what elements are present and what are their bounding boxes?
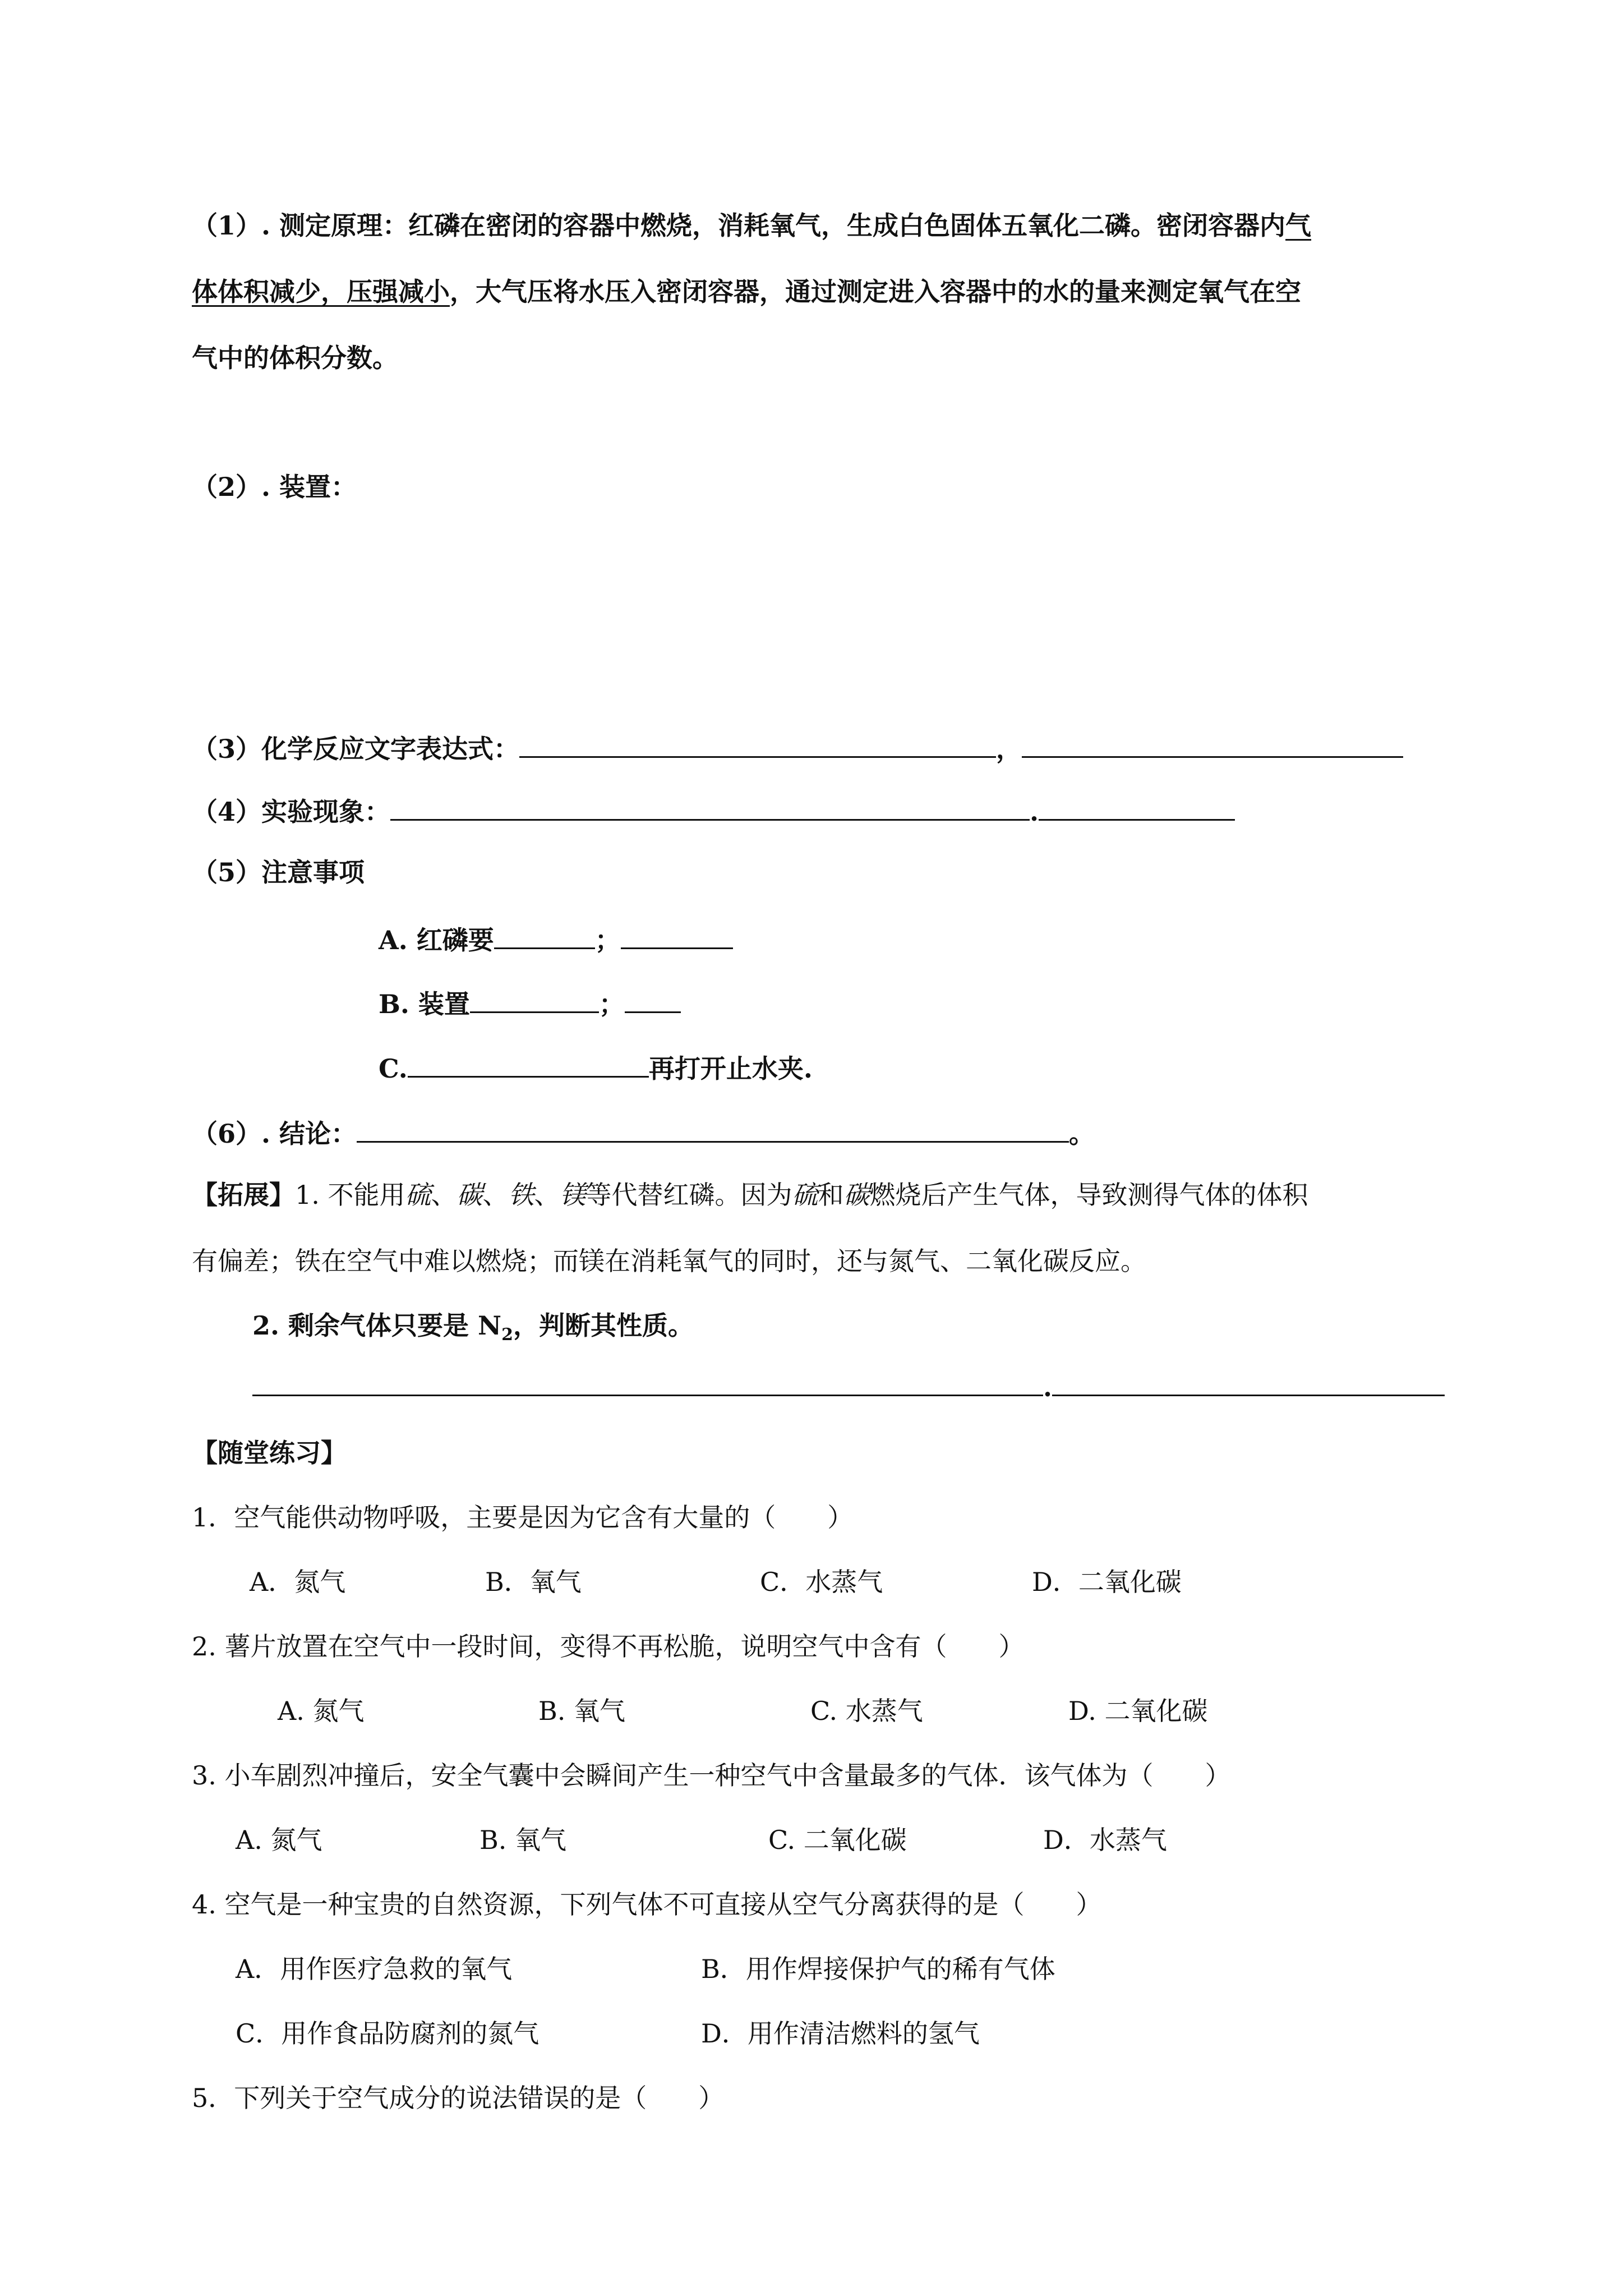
- option-text: B．用作焊接保护气的稀有气体: [701, 1954, 1055, 1984]
- option-text: A. 氮气: [278, 1696, 365, 1726]
- principle-underlined-text: 气: [1285, 210, 1312, 241]
- q3-option-c[interactable]: [768, 1823, 907, 1857]
- apparatus-label: （2）. 装置：: [192, 472, 357, 502]
- extension-blank-2[interactable]: [1052, 1369, 1445, 1396]
- note-b-label: B. 装置: [379, 989, 470, 1019]
- note-a: [379, 922, 733, 957]
- extension-element-carbon: 碳: [457, 1180, 483, 1210]
- q2-option-a[interactable]: [278, 1694, 364, 1728]
- extension-line-3: [252, 1309, 694, 1352]
- extension-element-sulfur: 硫: [792, 1180, 818, 1210]
- phenomenon-line: [192, 793, 1235, 829]
- extension-separator: 、: [431, 1180, 457, 1210]
- extension-period: .: [1043, 1372, 1053, 1402]
- extension-element-magnesium: 镁: [560, 1180, 586, 1210]
- q1-option-b[interactable]: [485, 1565, 582, 1599]
- note-a-separator: ；: [594, 925, 621, 955]
- phenomenon-blank-2[interactable]: [1039, 793, 1235, 821]
- extension-text: ，判断其性质。: [513, 1310, 694, 1341]
- option-text: C. 水蒸气: [810, 1696, 923, 1726]
- question-4: [192, 1888, 1102, 1921]
- note-c-blank[interactable]: [408, 1050, 649, 1078]
- option-text: D．用作清洁燃料的氢气: [701, 2018, 980, 2049]
- extension-element-iron: 铁: [508, 1180, 534, 1210]
- note-c: [379, 1050, 813, 1085]
- extension-separator: 、: [534, 1180, 560, 1210]
- option-text: D．二氧化碳: [1032, 1567, 1182, 1597]
- option-text: B. 氧气: [538, 1696, 626, 1726]
- option-text: A．用作医疗急救的氧气: [236, 1954, 513, 1984]
- q2-option-c[interactable]: [810, 1694, 923, 1728]
- extension-text: 2. 剩余气体只要是 N: [252, 1310, 502, 1341]
- notes-label: （5）注意事项: [192, 857, 365, 887]
- q4-option-c[interactable]: [236, 2017, 539, 2050]
- question-3: [192, 1759, 1231, 1792]
- extension-text: 燃烧后产生气体，导致测得气体的体积: [869, 1180, 1308, 1210]
- question-stem: 3. 小车剧烈冲撞后，安全气囊中会瞬间产生一种空气中含量最多的气体．该气体为（ ）: [192, 1760, 1231, 1791]
- q2-option-d[interactable]: [1068, 1694, 1208, 1728]
- q1-option-a[interactable]: [250, 1565, 345, 1599]
- apparatus-heading: [192, 470, 357, 504]
- q3-option-b[interactable]: [479, 1823, 566, 1857]
- phenomenon-blank-1[interactable]: [390, 793, 1030, 821]
- conclusion-end: 。: [1069, 1119, 1095, 1149]
- note-a-blank-1[interactable]: [494, 922, 595, 949]
- question-stem: 2. 薯片放置在空气中一段时间，变得不再松脆，说明空气中含有（ ）: [192, 1631, 1025, 1662]
- reaction-line: [192, 730, 1403, 766]
- note-b-blank-1[interactable]: [470, 986, 599, 1013]
- q4-option-d[interactable]: [701, 2017, 980, 2050]
- option-text: C. 二氧化碳: [768, 1825, 907, 1855]
- extension-tag: 【拓展】: [192, 1180, 295, 1210]
- extension-blank-1[interactable]: [252, 1369, 1043, 1396]
- note-b-separator: ；: [598, 989, 625, 1019]
- conclusion-blank[interactable]: [357, 1115, 1069, 1143]
- notes-heading: [192, 855, 365, 889]
- extension-line-1: [192, 1178, 1308, 1212]
- practice-header-text: 【随堂练习】: [192, 1438, 347, 1468]
- extension-text: 和: [818, 1180, 844, 1210]
- option-text: D. 二氧化碳: [1068, 1696, 1208, 1726]
- principle-text: ，大气压将水压入密闭容器，通过测定进入容器中的水的量来测定氧气在空: [450, 277, 1301, 307]
- extension-text: 等代替红磷。因为: [585, 1180, 792, 1210]
- reaction-label: （3）化学反应文字表达式：: [192, 734, 520, 764]
- reaction-blank-1[interactable]: [519, 730, 996, 758]
- reaction-blank-2[interactable]: [1022, 730, 1403, 758]
- q3-option-a[interactable]: [236, 1823, 322, 1857]
- principle-line-1: [192, 209, 1311, 242]
- practice-header: [192, 1436, 347, 1470]
- phenomenon-period: .: [1030, 797, 1039, 827]
- question-1: [192, 1501, 853, 1534]
- note-b: [379, 986, 681, 1021]
- note-a-label: A. 红磷要: [379, 925, 494, 955]
- option-text: A．氮气: [250, 1567, 346, 1597]
- conclusion-line: [192, 1115, 1095, 1151]
- phenomenon-label: （4）实验现象：: [192, 797, 391, 827]
- q1-option-c[interactable]: [760, 1565, 883, 1599]
- principle-underlined-text: 体体积减少，压强减小: [192, 277, 450, 307]
- question-2: [192, 1630, 1025, 1663]
- q4-option-b[interactable]: [701, 1952, 1055, 1986]
- note-a-blank-2[interactable]: [621, 922, 733, 949]
- option-text: A. 氮气: [236, 1825, 322, 1855]
- extension-element-sulfur: 硫: [405, 1180, 431, 1210]
- question-stem: 4. 空气是一种宝贵的自然资源，下列气体不可直接从空气分离获得的是（ ）: [192, 1889, 1102, 1920]
- extension-element-carbon: 碳: [843, 1180, 870, 1210]
- extension-separator: 、: [482, 1180, 509, 1210]
- option-text: B．氧气: [485, 1567, 582, 1597]
- q1-option-d[interactable]: [1032, 1565, 1182, 1599]
- conclusion-label: （6）. 结论：: [192, 1119, 357, 1149]
- note-c-label: C.: [379, 1053, 408, 1084]
- question-5: [192, 2081, 724, 2115]
- extension-text: 有偏差；铁在空气中难以燃烧；而镁在消耗氧气的同时，还与氮气、二氧化碳反应。: [192, 1246, 1146, 1276]
- principle-line-2: [192, 275, 1301, 309]
- principle-line-3: [192, 341, 398, 375]
- question-stem: 5．下列关于空气成分的说法错误的是（ ）: [192, 2083, 725, 2113]
- note-b-blank-2[interactable]: [625, 986, 681, 1013]
- extension-line-2: [192, 1244, 1146, 1278]
- extension-text: 1. 不能用: [295, 1180, 405, 1210]
- q4-option-a[interactable]: [236, 1952, 512, 1986]
- principle-text: 气中的体积分数。: [192, 343, 398, 373]
- option-text: D．水蒸气: [1043, 1825, 1167, 1855]
- extension-answer-line: [252, 1369, 1445, 1404]
- extension-subscript: 2: [501, 1325, 513, 1345]
- option-text: C．水蒸气: [760, 1567, 883, 1597]
- reaction-comma: ，: [996, 734, 1022, 764]
- note-c-tail: 再打开止水夹.: [648, 1053, 813, 1084]
- option-text: B. 氧气: [479, 1825, 567, 1855]
- principle-text: （1）. 测定原理：红磷在密闭的容器中燃烧，消耗氧气，生成白色固体五氧化二磷。密闭容器内: [192, 210, 1286, 241]
- option-text: C．用作食品防腐剂的氮气: [236, 2018, 540, 2049]
- q2-option-b[interactable]: [538, 1694, 625, 1728]
- q3-option-d[interactable]: [1043, 1823, 1167, 1857]
- question-stem: 1．空气能供动物呼吸，主要是因为它含有大量的（ ）: [192, 1502, 854, 1533]
